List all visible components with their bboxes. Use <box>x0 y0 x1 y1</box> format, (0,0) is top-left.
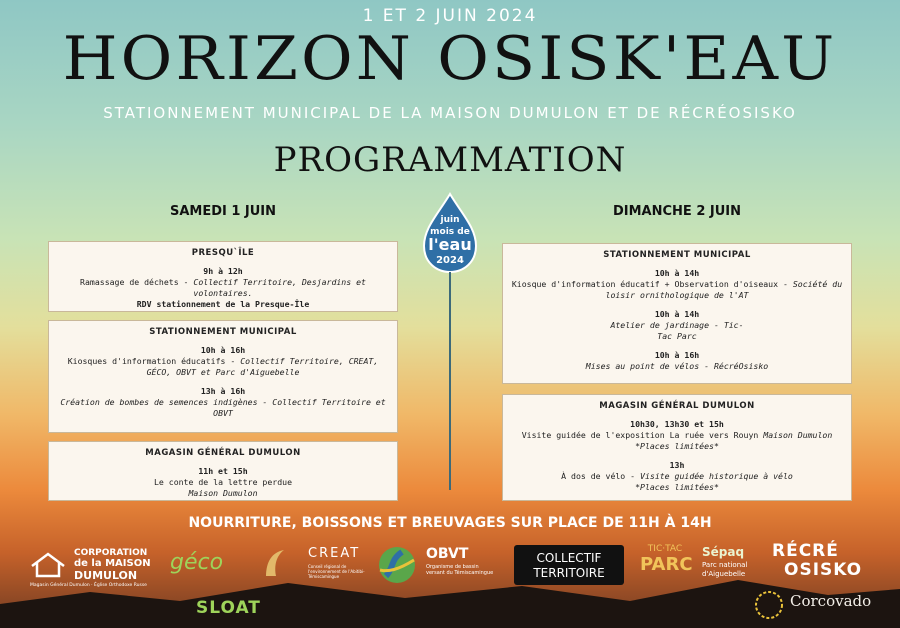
rdv-note: RDV stationnement de la Presque-Île <box>136 299 310 309</box>
house-icon <box>30 552 66 578</box>
time: 10h à 14h <box>654 309 700 319</box>
program-heading: PROGRAMMATION <box>273 140 627 180</box>
geco-logo: géco <box>170 550 224 575</box>
saturday-presquile-box <box>48 241 398 312</box>
sepaq-logo: Sépaq Parc national d'Aiguebelle <box>702 545 748 578</box>
time: 13h à 16h <box>200 386 246 396</box>
time: 10h à 14h <box>654 268 700 278</box>
sloat-logo: SLOAT <box>196 598 261 618</box>
food-notice: NOURRITURE, BOISSONS ET BREUVAGES SUR PLACE DE 11H À 14H <box>188 515 712 531</box>
badge-line-3: l'eau <box>428 235 472 254</box>
event-title: HORIZON OSISK'EAU <box>62 24 838 94</box>
water-drop-icon <box>418 192 482 274</box>
river-icon <box>378 546 416 584</box>
activity: À dos de vélo - Visite guidée historique à vélo <box>561 471 793 481</box>
sun-icon <box>754 590 784 620</box>
saturday-stationnement-box <box>48 320 398 433</box>
sunday-heading: DIMANCHE 2 JUIN <box>612 204 741 219</box>
time: 11h et 15h <box>198 466 248 476</box>
recreosisko-logo: RÉCRÉ OSISKO <box>772 541 863 580</box>
badge-line-4: 2024 <box>436 255 464 266</box>
places-note: *Places limitées* <box>635 441 719 451</box>
event-location: STATIONNEMENT MUNICIPAL DE LA MAISON DUMULON ET DE RÉCRÉOSISKO <box>103 104 797 122</box>
badge-line-2: mois de <box>430 227 470 237</box>
tic-tac-parc-logo: TIC·TAC PARC <box>640 544 693 575</box>
box-title: MAGASIN GÉNÉRAL DUMULON <box>145 448 301 458</box>
activity: Le conte de la lettre perdue <box>153 477 293 487</box>
organizer: Maison Dumulon <box>188 488 258 498</box>
places-note: *Places limitées* <box>635 482 719 492</box>
activity: Kiosques d'information éducatifs - Collectif Territoire, CREAT, GÉCO, OBVT et Parc d'Aiguebelle <box>67 356 379 377</box>
collectif-territoire-logo: COLLECTIF TERRITOIRE <box>514 545 624 585</box>
event-date: 1 ET 2 JUIN 2024 <box>362 6 538 26</box>
activity: Ramassage de déchets - Collectif Territoire, Desjardins et volontaires. <box>80 277 366 298</box>
badge-line-1: juin <box>440 215 460 225</box>
time: 9h à 12h <box>203 266 243 276</box>
saturday-heading: SAMEDI 1 JUIN <box>169 204 277 219</box>
activity: Kiosque d'information éducatif + Observation d'oiseaux - Société du loisir ornithologique de l'AT <box>511 279 843 300</box>
activity: Création de bombes de semences indigènes - Collectif Territoire et OBVT <box>60 397 386 418</box>
saturday-magasin-box <box>48 441 398 501</box>
time: 10h à 16h <box>654 350 700 360</box>
sunday-stationnement-box <box>502 243 852 384</box>
box-title: STATIONNEMENT MUNICIPAL <box>149 327 297 337</box>
box-title: STATIONNEMENT MUNICIPAL <box>603 250 751 260</box>
activity: Mises au point de vélos - RécréOsisko <box>585 361 769 371</box>
activity: Visite guidée de l'exposition La ruée vers Rouyn Maison Dumulon <box>521 430 833 440</box>
box-title: PRESQU`ÎLE <box>191 248 255 258</box>
box-title: MAGASIN GÉNÉRAL DUMULON <box>599 401 755 411</box>
activity: Atelier de jardinage - Tic-Tac Parc <box>610 320 744 341</box>
corcovado-logo: Corcovado <box>754 588 884 622</box>
bird-icon <box>262 546 288 580</box>
time: 10h à 16h <box>200 345 246 355</box>
time: 13h <box>669 460 685 470</box>
sunday-magasin-box <box>502 394 852 501</box>
drop-stem <box>449 272 451 490</box>
time: 10h30, 13h30 et 15h <box>630 419 724 429</box>
